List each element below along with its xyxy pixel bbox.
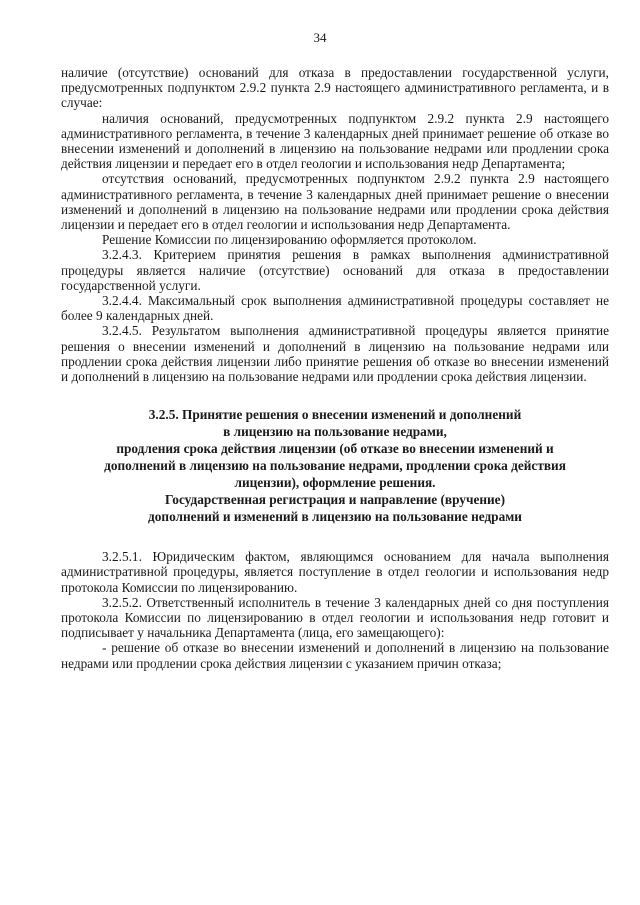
heading-line: продления срока действия лицензии (об отказе во внесении изменений и <box>116 441 554 457</box>
paragraph: наличие (отсутствие) оснований для отказа в предоставлении государственной услуги, предусмотренных подпунктом 2.9.2 пункта 2.9 настоящего административного регламента, и в случае: <box>61 65 609 111</box>
paragraph: наличия оснований, предусмотренных подпунктом 2.9.2 пункта 2.9 настоящего административного регламента, в течение 3 календарных дней принимает решение об отказе во внесении изменений и дополнений в лицензию на пользование недрами или продлении срока действия лицензии и передает его в отдел геологии и использования недр Департамента; <box>61 110 609 172</box>
heading-line: дополнений и изменений в лицензию на пользование недрами <box>148 509 522 525</box>
section-heading <box>61 406 609 525</box>
paragraph: 3.2.4.3. Критерием принятия решения в рамках выполнения административной процедуры является наличие (отсутствие) оснований для отказа в предоставлении государственной услуги. <box>61 247 609 293</box>
paragraph: 3.2.4.4. Максимальный срок выполнения административной процедуры составляет не более 9 календарных дней. <box>61 293 609 324</box>
page-number: 34 <box>313 30 327 45</box>
paragraph: Решение Комиссии по лицензированию оформляется протоколом. <box>102 232 477 248</box>
heading-line: лицензии), оформление решения. <box>234 475 436 491</box>
paragraph: 3.2.5.1. Юридическим фактом, являющимся основанием для начала выполнения административной процедуры, является поступление в отдел геологии и использования недр протокола Комиссии по лицензированию. <box>61 549 609 595</box>
heading-line: 3.2.5. Принятие решения о внесении изменений и дополнений <box>148 407 522 423</box>
paragraph: - решение об отказе во внесении изменений и дополнений в лицензию на пользование недрами или продлении срока действия лицензии с указанием причин отказа; <box>61 640 609 671</box>
document-body <box>61 65 609 671</box>
heading-line: в лицензию на пользование недрами, <box>223 424 447 440</box>
heading-line: Государственная регистрация и направление (вручение) <box>165 492 505 508</box>
paragraph: 3.2.4.5. Результатом выполнения административной процедуры является принятие решения о внесении изменений и дополнений в лицензию на пользование недрами или продлении срока действия лицензии либо принятие решения об отказе во внесении изменений и дополнений в лицензию на пользование недрами или продлении срока действия лицензии. <box>61 323 609 385</box>
heading-line: дополнений в лицензию на пользование недрами, продлении срока действия <box>104 458 566 474</box>
paragraph: 3.2.5.2. Ответственный исполнитель в течение 3 календарных дней со дня поступления протокола Комиссии по лицензированию в отдел геологии и использования недр готовит и подписывает у начальника Департамента (лица, его замещающего): <box>61 594 609 641</box>
paragraph: отсутствия оснований, предусмотренных подпунктом 2.9.2 пункта 2.9 настоящего административного регламента, в течение 3 календарных дней принимает решение о внесении изменений и дополнений в лицензию на пользование недрами или продлении срока действия лицензии и передает его в отдел геологии и использования недр Департамента. <box>61 171 609 233</box>
